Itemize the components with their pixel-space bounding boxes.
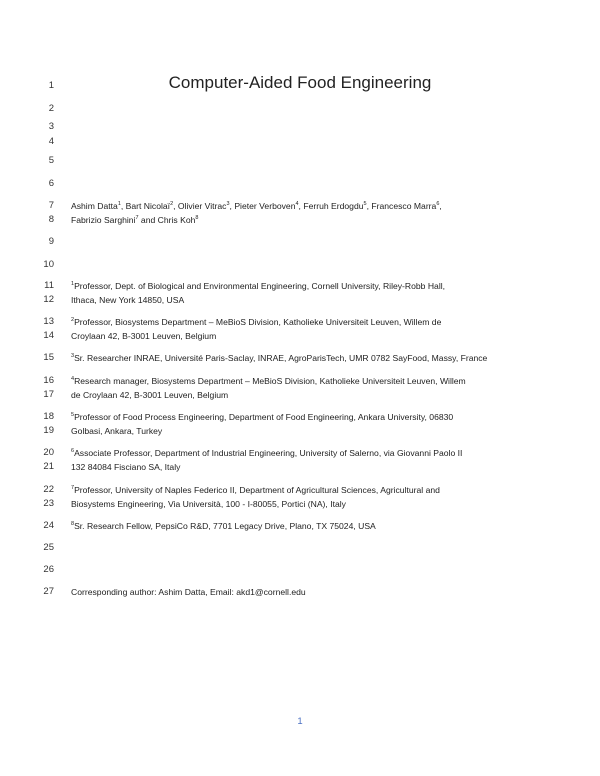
author-separator: , xyxy=(366,201,372,211)
line-number: 22 xyxy=(43,484,54,495)
line-number: 4 xyxy=(48,136,54,147)
author-name: Ashim Datta xyxy=(71,201,118,211)
line-number: 24 xyxy=(43,520,54,531)
affiliation-4-cont: de Croylaan 42, B-3001 Leuven, Belgium xyxy=(71,390,229,400)
author-separator: , xyxy=(120,201,126,211)
affiliation-1 xyxy=(71,280,541,292)
line-number: 1 xyxy=(48,80,54,91)
line-number: 11 xyxy=(44,280,54,291)
author-separator: and xyxy=(138,215,158,225)
author-separator: , xyxy=(439,201,442,211)
author-name: Pieter Verboven xyxy=(234,201,296,211)
line-number: 25 xyxy=(43,542,54,553)
affiliation-sup: 7 xyxy=(71,485,75,492)
line-number: 10 xyxy=(43,259,54,270)
affiliation-4 xyxy=(71,375,541,387)
author-sup: 7 xyxy=(135,215,139,222)
author-line-2 xyxy=(71,214,541,226)
author-sup: 1 xyxy=(117,201,121,208)
line-number: 13 xyxy=(43,316,54,327)
author-sup: 5 xyxy=(363,201,367,208)
page-number xyxy=(0,716,600,728)
affiliation-text: Sr. Researcher INRAE, Université Paris-Saclay, INRAE, AgroParisTech, UMR 0782 SayFood, Massy, France xyxy=(74,353,488,363)
author-name: Francesco Marra xyxy=(371,201,437,211)
affiliation-3 xyxy=(71,352,541,364)
affiliation-text: Research manager, Biosystems Department – MeBioS Division, Katholieke Universiteit Leuven, Willem xyxy=(74,376,466,386)
corresponding-author: Corresponding author: Ashim Datta, Email: akd1@cornell.edu xyxy=(71,587,306,597)
author-name: Bart Nicolaï xyxy=(125,201,171,211)
line-number: 9 xyxy=(48,236,54,247)
line-number: 18 xyxy=(43,411,54,422)
affiliation-text: Associate Professor, Department of Industrial Engineering, University of Salerno, via Giovanni Paolo II xyxy=(74,448,463,458)
affiliation-sup: 4 xyxy=(71,376,75,383)
line-number: 27 xyxy=(43,586,54,597)
author-name: Ferruh Erdogdu xyxy=(303,201,364,211)
affiliation-7 xyxy=(71,484,541,496)
affiliation-6 xyxy=(71,447,541,459)
line-number: 2 xyxy=(48,103,54,114)
affiliation-6-cont: 132 84084 Fisciano SA, Italy xyxy=(71,462,181,472)
line-number: 14 xyxy=(43,330,54,341)
author-sup: 8 xyxy=(195,215,199,222)
line-number: 8 xyxy=(48,214,54,225)
author-sup: 3 xyxy=(226,201,230,208)
author-name: Olivier Vitrac xyxy=(177,201,227,211)
affiliation-8 xyxy=(71,520,541,532)
line-number: 17 xyxy=(43,389,54,400)
affiliation-sup: 5 xyxy=(71,412,75,419)
line-number: 20 xyxy=(43,447,54,458)
author-name: Chris Koh xyxy=(157,215,196,225)
affiliation-1-cont: Ithaca, New York 14850, USA xyxy=(71,295,185,305)
author-separator: , xyxy=(173,201,178,211)
affiliation-sup: 2 xyxy=(71,317,75,324)
affiliation-text: Sr. Research Fellow, PepsiCo R&D, 7701 Legacy Drive, Plano, TX 75024, USA xyxy=(74,521,376,531)
author-sup: 4 xyxy=(295,201,299,208)
line-number: 6 xyxy=(48,178,54,189)
line-number: 12 xyxy=(43,294,54,305)
affiliation-text: Professor, University of Naples Federico II, Department of Agricultural Sciences, Agricultural and xyxy=(74,485,440,495)
author-separator: , xyxy=(298,201,304,211)
line-number: 23 xyxy=(43,498,54,509)
affiliation-text: Professor, Biosystems Department – MeBioS Division, Katholieke Universiteit Leuven, Willem de xyxy=(74,317,442,327)
author-line-1 xyxy=(71,200,541,212)
affiliation-sup: 3 xyxy=(71,353,75,360)
line-number: 21 xyxy=(43,461,54,472)
affiliation-text: Professor of Food Process Engineering, Department of Food Engineering, Ankara University, 06830 xyxy=(74,412,454,422)
author-separator: , xyxy=(229,201,235,211)
page-number-text: 1 xyxy=(297,716,303,727)
affiliation-sup: 6 xyxy=(71,448,75,455)
line-number: 15 xyxy=(43,352,54,363)
affiliation-5-cont: Golbasi, Ankara, Turkey xyxy=(71,426,163,436)
line-number: 19 xyxy=(43,425,54,436)
affiliation-2 xyxy=(71,316,541,328)
author-sup: 2 xyxy=(170,201,174,208)
affiliation-7-cont: Biosystems Engineering, Via Università, 100 - I-80055, Portici (NA), Italy xyxy=(71,499,346,509)
affiliation-text: Professor, Dept. of Biological and Environmental Engineering, Cornell University, Riley-Robb Hall, xyxy=(74,281,446,291)
affiliation-sup: 1 xyxy=(71,281,75,288)
line-number: 16 xyxy=(43,375,54,386)
line-number: 5 xyxy=(48,155,54,166)
line-number: 26 xyxy=(43,564,54,575)
author-name: Fabrizio Sarghini xyxy=(71,215,136,225)
affiliation-sup: 8 xyxy=(71,521,75,528)
line-number: 3 xyxy=(48,121,54,132)
line-number: 7 xyxy=(48,200,54,211)
affiliation-2-cont: Croylaan 42, B-3001 Leuven, Belgium xyxy=(71,331,217,341)
paper-title: Computer-Aided Food Engineering xyxy=(168,73,432,92)
affiliation-5 xyxy=(71,411,541,423)
author-sup: 6 xyxy=(436,201,440,208)
